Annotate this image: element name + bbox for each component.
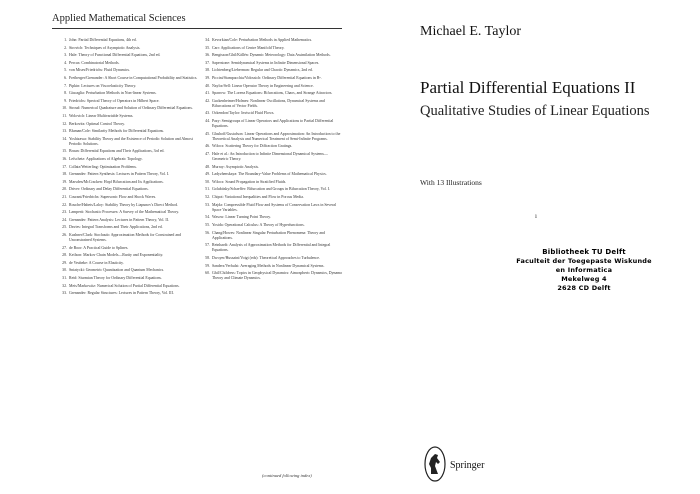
volume-entry <box>60 233 200 243</box>
volume-entry <box>60 246 200 251</box>
volume-title: Collatz/Wetterling: Optimization Problems. <box>69 164 137 169</box>
volume-title: Meis/Markowitz: Numerical Solution of Partial Differential Equations. <box>69 283 180 288</box>
volume-title: Lichtenberg/Lieberman: Regular and Chaotic Dynamics, 2nd ed. <box>212 68 313 73</box>
volume-number: 59. <box>205 263 210 268</box>
volume-entry <box>60 38 200 43</box>
volume-number: 24. <box>62 217 67 222</box>
volume-title: Majda: Compressible Fluid Flow and Systems of Conservation Laws in Several Space Variables. <box>212 202 337 212</box>
volume-title: Courant/Friedrichs: Supersonic Flow and Shock Waves. <box>69 194 157 199</box>
volume-title: Yosida: Operational Calculus: A Theory of Hyperfunctions. <box>212 222 305 227</box>
volume-entry <box>60 195 200 200</box>
volume-title: Ghil/Childress: Topics in Geophysical Dynamics: Atmospheric Dynamics, Dynamo Theory and Climate Dynamics. <box>212 271 343 281</box>
volume-title: Lefschetz: Applications of Algebraic Topology. <box>69 157 143 161</box>
volume-entry <box>203 187 343 192</box>
volume-entry <box>60 106 200 111</box>
volume-title: Lamperti: Stochastic Processes: A Survey of the Mathematical Theory. <box>69 210 179 215</box>
volume-entry <box>60 268 200 273</box>
volume-entry <box>203 180 343 185</box>
volume-title: Giacaglia: Perturbation Methods in Non-linear Systems. <box>69 91 157 96</box>
volume-entry <box>203 84 343 89</box>
volume-entry <box>203 68 343 73</box>
volume-entry <box>203 256 343 261</box>
volume-list-column-b <box>203 38 343 284</box>
volume-entry <box>60 187 200 192</box>
stamp-line-4: 2628 CD Delft <box>557 284 611 292</box>
volume-entry <box>60 137 200 147</box>
volume-number: 20. <box>62 187 67 192</box>
volume-number: 22. <box>62 202 67 207</box>
volume-title: Grenander: Pattern Synthesis: Lectures in Pattern Theory, Vol. I. <box>69 172 170 177</box>
volume-title: Piccini/Stampacchia/Vidossich: Ordinary Differential Equations in Rⁿ. <box>212 75 322 80</box>
volume-number: 29. <box>62 260 67 265</box>
volume-title: Sirovich: Techniques of Asymptotic Analysis. <box>69 45 141 50</box>
volume-entry <box>60 261 200 266</box>
volume-number: 23. <box>62 210 67 215</box>
volume-title: Braun: Differential Equations and Their Applications, 3rd ed. <box>69 149 165 154</box>
stray-mark: ı <box>535 212 537 220</box>
volume-title: Wasow: Linear Turning Point Theory. <box>212 215 271 220</box>
volume-number: 48. <box>205 164 210 169</box>
volume-entry <box>60 122 200 127</box>
volume-title: Hale et al.: An Introduction to Infinite Dimensional Dynamical Systems—Geometric Theory. <box>212 152 328 162</box>
volume-entry <box>203 231 343 241</box>
volume-title: Carr: Applications of Centre Manifold Theory. <box>212 45 285 50</box>
volume-entry <box>203 203 343 213</box>
volume-number: 49. <box>205 172 210 177</box>
library-stamp <box>514 248 654 293</box>
volume-number: 26. <box>62 232 67 237</box>
volume-number: 33. <box>62 291 67 296</box>
volume-title: Wilcox: Scattering Theory for Diffraction Gratings. <box>212 144 293 149</box>
volume-title: Glashoff/Gustafson: Linear Operations and Approximation: An Introduction to the Theoretical Analysis and Numerical Treatment of Semi-Infinite Programs. <box>212 131 341 141</box>
volume-number: 3. <box>64 53 67 58</box>
volume-title: Chang/Howes: Nonlinear Singular Perturbation Phenomena: Theory and Applications. <box>212 230 325 240</box>
volume-entry <box>60 76 200 81</box>
volume-number: 18. <box>62 172 67 177</box>
volume-entry <box>60 68 200 73</box>
volume-title: Reid: Sturmian Theory for Ordinary Differential Equations. <box>69 276 162 280</box>
volume-entry <box>203 111 343 116</box>
volume-entry <box>60 284 200 289</box>
volume-number: 19. <box>62 179 67 184</box>
volume-number: 50. <box>205 179 210 184</box>
volume-title: Bengtsson/Ghil/Källén: Dynamic Meteorology: Data Assimilation Methods. <box>212 53 331 58</box>
volume-entry <box>203 91 343 96</box>
volume-number: 28. <box>62 253 67 258</box>
volume-entry <box>60 99 200 104</box>
stamp-line-1: Bibliotheek TU Delft <box>542 248 626 256</box>
volume-entry <box>60 291 200 296</box>
volume-entry <box>203 215 343 220</box>
publisher-logo <box>424 446 534 484</box>
volume-entry <box>60 218 200 223</box>
volume-number: 54. <box>205 215 210 220</box>
volume-number: 27. <box>62 245 67 250</box>
volume-entry <box>60 180 200 185</box>
volume-entry <box>203 53 343 58</box>
volume-number: 51. <box>205 187 210 192</box>
volume-number: 60. <box>205 271 210 276</box>
book-title: Partial Differential Equations II <box>420 78 636 97</box>
volume-entry <box>203 264 343 269</box>
volume-title: Rouche/Habets/Laloy: Stability Theory by Liapunov's Direct Method. <box>69 202 179 207</box>
volume-number: 9. <box>64 98 67 103</box>
volume-title: Freiberger/Grenander: A Short Course in Computational Probability and Statistics. <box>69 75 198 80</box>
volume-entry <box>60 276 200 281</box>
volume-title: Sniatycki: Geometric Quantization and Quantum Mechanics. <box>69 268 165 273</box>
volume-number: 39. <box>205 75 210 80</box>
volume-number: 56. <box>205 230 210 235</box>
volume-number: 2. <box>64 45 67 50</box>
volume-title: Kushner/Clark: Stochastic Approximation Methods for Constrained and Unconstrained Systems. <box>69 232 181 243</box>
volume-title: Berkovitz: Optimal Control Theory. <box>69 121 125 126</box>
volume-entry <box>203 195 343 200</box>
volume-title: Stroud: Numerical Quadrature and Solution of Ordinary Differential Equations. <box>69 106 193 111</box>
volume-number: 58. <box>205 255 210 260</box>
volume-title: Saperstone: Semidynamical Systems in Infinite Dimensional Spaces. <box>212 60 320 65</box>
volume-entry <box>60 46 200 51</box>
volume-number: 34. <box>205 38 210 42</box>
volume-title: Wolovich: Linear Multivariable Systems. <box>69 113 134 118</box>
volume-title: Percus: Combinatorial Methods. <box>69 60 120 65</box>
volume-title: Sanders/Verhulst: Averaging Methods in Nonlinear Dynamical Systems. <box>212 263 325 268</box>
volume-title: Reinhardt: Analysis of Approximation Methods for Differential and Integral Equations. <box>212 243 331 253</box>
volume-number: 13. <box>62 129 67 134</box>
volume-number: 53. <box>205 202 210 207</box>
volume-number: 5. <box>64 68 67 73</box>
book-subtitle: Qualitative Studies of Linear Equations <box>420 103 650 119</box>
volume-entry <box>60 225 200 230</box>
volume-entry <box>203 76 343 81</box>
right-page <box>350 0 700 494</box>
stamp-line-3: Mekelweg 4 <box>561 275 607 283</box>
volume-number: 10. <box>62 106 67 111</box>
volume-title: Keilson: Markov Chain Models—Rarity and Exponentiality. <box>69 253 164 258</box>
author-name: Michael E. Taylor <box>420 24 522 39</box>
volume-title: Bluman/Cole: Similarity Methods for Differential Equations. <box>69 129 165 134</box>
volume-title: Grenander: Pattern Analysis: Lectures in Pattern Theory, Vol. II. <box>69 217 169 222</box>
volume-title: Ockendon/Taylor: Inviscid Fluid Flows. <box>212 111 275 116</box>
volume-entry <box>203 152 343 162</box>
volume-number: 8. <box>64 91 67 96</box>
volume-entry <box>60 157 200 162</box>
volume-number: 31. <box>62 276 67 280</box>
volume-entry <box>203 61 343 66</box>
volume-entry <box>60 91 200 96</box>
volume-entry <box>60 53 200 58</box>
volume-number: 14. <box>62 136 67 141</box>
volume-number: 15. <box>62 149 67 154</box>
volume-number: 57. <box>205 243 210 248</box>
volume-number: 43. <box>205 111 210 116</box>
volume-entry <box>60 253 200 258</box>
volume-title: Pipkin: Lectures on Viscoelasticity Theory. <box>69 83 137 88</box>
volume-number: 38. <box>205 68 210 73</box>
volume-entry <box>203 223 343 228</box>
volume-entry <box>203 132 343 142</box>
volume-number: 52. <box>205 195 210 200</box>
volume-title: Chipot: Variational Inequalities and Flow in Porous Media. <box>212 195 304 200</box>
volume-number: 41. <box>205 91 210 96</box>
volume-number: 12. <box>62 121 67 126</box>
volume-title: John: Partial Differential Equations, 4th ed. <box>69 38 137 42</box>
volume-number: 11. <box>62 113 67 118</box>
volume-title: Hale: Theory of Functional Differential Equations, 2nd ed. <box>69 53 161 58</box>
volume-entry <box>60 129 200 134</box>
volume-title: Yoshizawa: Stability Theory and the Existence of Periodic Solution and Almost Periodic Solutions. <box>69 136 193 146</box>
volume-entry <box>203 271 343 281</box>
volume-title: de Veubeke: A Course in Elasticity. <box>69 260 124 265</box>
volume-title: Dwoyer/Hussaini/Voigt (eds): Theoretical Approaches to Turbulence. <box>212 255 320 260</box>
volume-title: Guckenheimer/Holmes: Nonlinear Oscillations, Dynamical Systems and Bifurcations of Vector Fields. <box>212 98 325 108</box>
volume-title: Pazy: Semigroups of Linear Operators and Applications to Partial Differential Equations. <box>212 119 334 129</box>
volume-title: Marsden/McCracken: Hopf Bifurcation and Its Applications. <box>69 179 164 184</box>
publisher-name: Springer <box>450 460 485 471</box>
volume-entry <box>60 84 200 89</box>
volume-number: 6. <box>64 75 67 80</box>
springer-knight-icon <box>424 446 446 482</box>
volume-entry <box>60 172 200 177</box>
volume-entry <box>60 114 200 119</box>
volume-number: 16. <box>62 157 67 161</box>
volume-entry <box>203 99 343 109</box>
volume-number: 45. <box>205 131 210 136</box>
volume-number: 17. <box>62 164 67 169</box>
volume-title: Wilcox: Sound Propagation in Stratified Fluids. <box>212 179 287 184</box>
volume-title: Friedrichs: Spectral Theory of Operators in Hilbert Space. <box>69 98 160 103</box>
volume-number: 32. <box>62 283 67 288</box>
series-title: Applied Mathematical Sciences <box>52 13 186 24</box>
volume-entry <box>203 119 343 129</box>
volume-number: 1. <box>64 38 67 42</box>
volume-entry <box>203 38 343 43</box>
volume-title: Naylor/Sell: Linear Operator Theory in Engineering and Science. <box>212 83 314 88</box>
volume-entry <box>60 210 200 215</box>
volume-entry <box>203 243 343 253</box>
volume-number: 36. <box>205 53 210 58</box>
volume-number: 7. <box>64 83 67 88</box>
volume-number: 30. <box>62 268 67 273</box>
volume-title: Sparrow: The Lorenz Equations: Bifurcations, Chaos, and Strange Attractors. <box>212 91 333 96</box>
volume-number: 21. <box>62 194 67 199</box>
volume-number: 25. <box>62 225 67 230</box>
volume-entry <box>203 46 343 51</box>
volume-title: Murray: Asymptotic Analysis. <box>212 164 260 169</box>
volume-number: 42. <box>205 98 210 103</box>
volume-title: von Mises/Friedrichs: Fluid Dynamics. <box>69 68 130 73</box>
volume-entry <box>203 165 343 170</box>
volume-title: Golubitsky/Schaeffer: Bifurcation and Groups in Bifurcation Theory, Vol. I. <box>212 187 330 192</box>
volume-entry <box>60 61 200 66</box>
volume-title: Grenander: Regular Structures: Lectures in Pattern Theory, Vol. III. <box>69 291 174 296</box>
volume-entry <box>203 144 343 149</box>
volume-entry <box>60 165 200 170</box>
volume-title: Kevorkian/Cole: Perturbation Methods in Applied Mathematics. <box>212 38 313 42</box>
volume-number: 4. <box>64 60 67 65</box>
volume-title: de Boor: A Practical Guide to Splines. <box>69 245 129 250</box>
volume-number: 46. <box>205 144 210 149</box>
volume-list-column-a <box>60 38 200 299</box>
volume-number: 35. <box>205 45 210 50</box>
volume-entry <box>60 149 200 154</box>
volume-number: 44. <box>205 119 210 124</box>
volume-title: Driver: Ordinary and Delay Differential Equations. <box>69 187 149 192</box>
volume-entry <box>203 172 343 177</box>
illustrations-note: With 13 Illustrations <box>420 178 482 187</box>
volume-number: 55. <box>205 222 210 227</box>
volume-number: 40. <box>205 83 210 88</box>
volume-number: 47. <box>205 152 210 156</box>
volume-number: 37. <box>205 60 210 65</box>
volume-entry <box>60 203 200 208</box>
volume-title: Ladyzhenskaya: The Boundary-Value Problems of Mathematical Physics. <box>212 172 327 177</box>
continued-note: (continued following index) <box>262 473 312 478</box>
series-rule <box>52 28 342 29</box>
volume-title: Davies: Integral Transforms and Their Applications, 2nd ed. <box>69 225 163 230</box>
stamp-line-2: Faculteit der Toegepaste Wiskunde en Informatica <box>516 257 652 274</box>
